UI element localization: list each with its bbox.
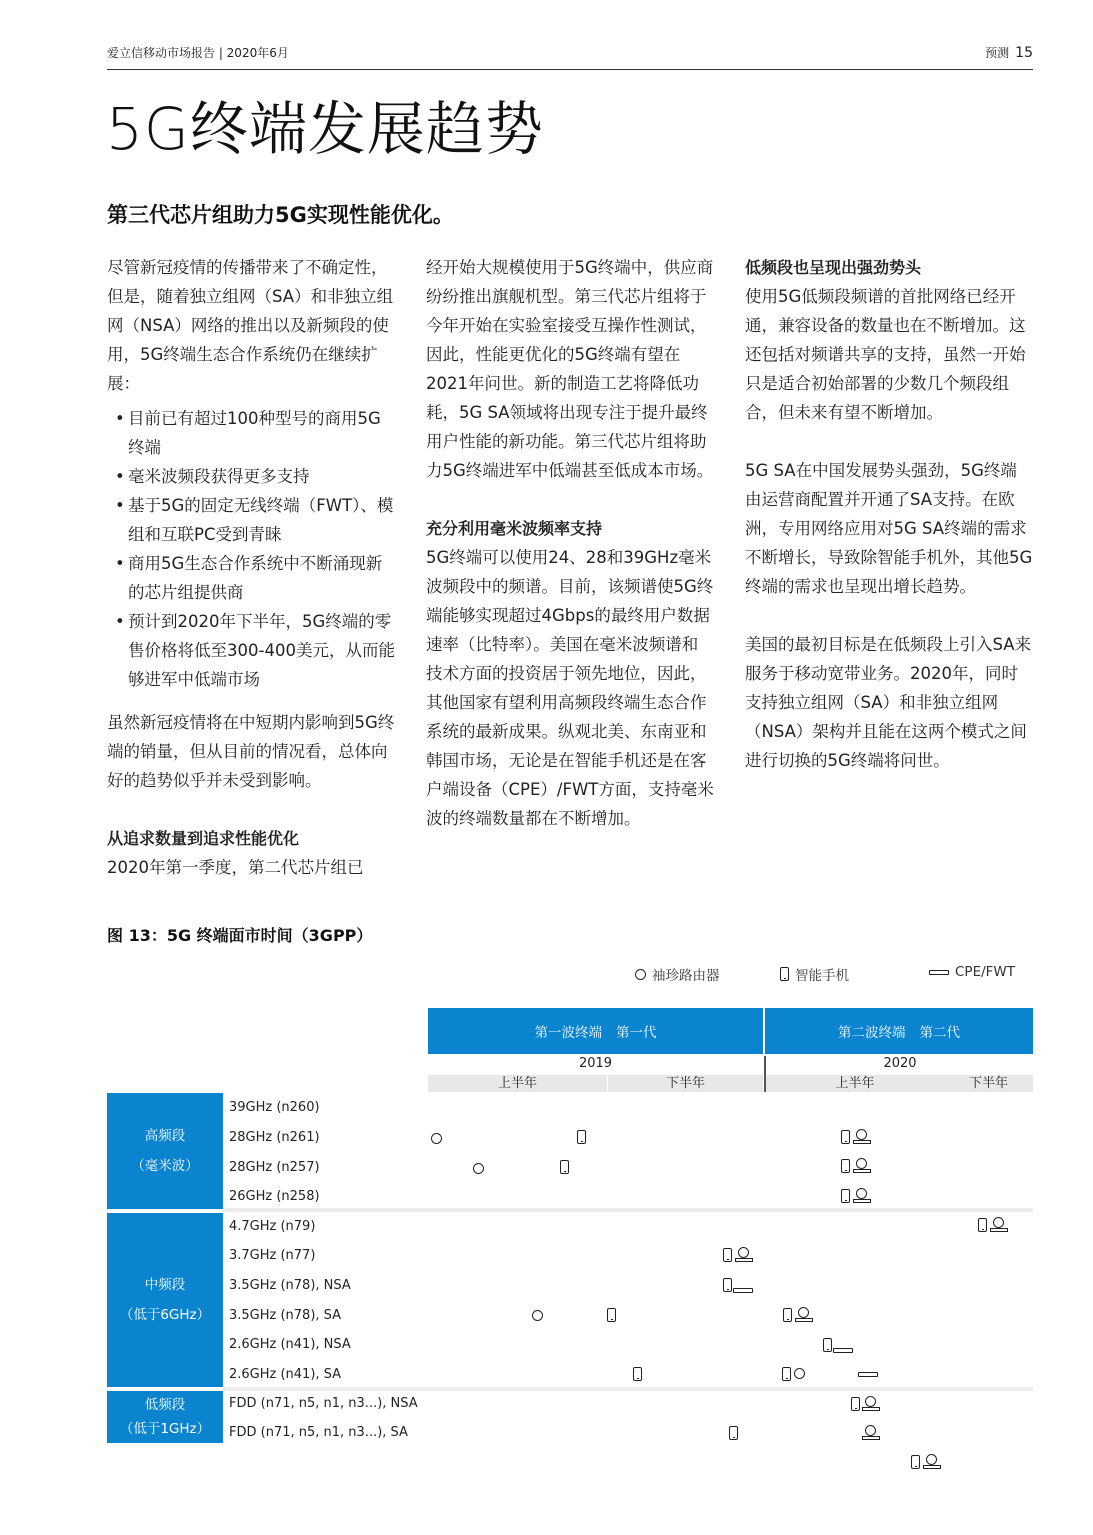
row-label: 28GHz (n261): [229, 1130, 320, 1145]
bullet-item: • 目前已有超过100种型号的商用5G终端: [107, 404, 395, 462]
generation-label: 第一代: [616, 1025, 657, 1041]
router-with-base-icon: [735, 1247, 753, 1262]
router-with-base-icon: [862, 1425, 880, 1440]
smartphone-icon: [577, 1130, 586, 1144]
half-year: 下半年: [944, 1075, 1033, 1092]
smartphone-icon: [783, 1308, 792, 1322]
pocket-router-icon: [532, 1310, 543, 1321]
band-high: [107, 1093, 223, 1209]
generation-label: 第二代: [919, 1025, 960, 1041]
wave-label: 第一波终端: [534, 1025, 602, 1041]
smartphone-icon: [729, 1426, 738, 1440]
router-with-base-icon: [853, 1188, 871, 1203]
legend-phone: [780, 964, 849, 984]
cpe-icon: [858, 1372, 878, 1377]
section-heading: 充分利用毫米波频率支持: [426, 519, 603, 538]
band-name: 中频段: [144, 1277, 186, 1293]
smartphone-icon: [633, 1367, 642, 1381]
router-with-base-icon: [853, 1129, 871, 1144]
smartphone-icon: [978, 1218, 987, 1232]
smartphone-icon: [723, 1248, 732, 1262]
header-rule: [107, 69, 1033, 70]
smartphone-icon: [851, 1397, 860, 1411]
paragraph: 5G SA在中国发展势头强劲，5G终端由运营商配置并开通了SA支持。在欧洲，专用网络应用对5G SA终端的需求不断增长，导致除智能手机外，其他5G终端的需求也呈现出增长趋势。: [745, 461, 1033, 596]
half-year: 上半年: [765, 1075, 944, 1092]
legend-router: [635, 964, 720, 984]
row-label: 3.7GHz (n77): [229, 1248, 316, 1263]
legend-label: CPE/FWT: [955, 964, 1016, 980]
band-name: 高频段: [144, 1128, 186, 1144]
text-column-1: [107, 253, 395, 882]
cpe-icon: [929, 970, 949, 975]
bullet-list: [107, 404, 395, 694]
band-separator: [223, 1387, 1033, 1391]
section-heading: 从追求数量到追求性能优化: [107, 829, 300, 848]
band-name: 低频段: [144, 1397, 186, 1413]
wave-header-2: [765, 1008, 1033, 1054]
intro-paragraph: 尽管新冠疫情的传播带来了不确定性，但是，随着独立组网（SA）和非独立组网（NSA）网络的推出以及新频段的使用，5G终端生态合作系统仍在继续扩展：: [107, 258, 394, 393]
section-heading: 低频段也呈现出强劲势头: [745, 258, 922, 277]
row-label: 26GHz (n258): [229, 1189, 320, 1204]
legend-cpe: [929, 964, 1015, 980]
smartphone-icon: [780, 967, 789, 981]
paragraph: 2020年第一季度，第二代芯片组已: [107, 858, 364, 877]
paragraph: 经开始大规模使用于5G终端中，供应商纷纷推出旗舰机型。第三代芯片组将于今年开始在实验室接受互操作性测试，因此，性能更优化的5G终端有望在2021年问世。新的制造工艺将降低功耗，5G SA领域将出现专注于提升最终用户性能的新功能。第三代芯片组将助力5G终端进军中低端甚至低成本市场。: [426, 258, 714, 480]
report-header: 爱立信移动市场报告 | 2020年6月: [107, 46, 289, 60]
half-year: 上半年: [428, 1075, 607, 1092]
row-label: 3.5GHz (n78), SA: [229, 1308, 342, 1323]
legend-label: 袖珍路由器: [652, 968, 720, 984]
text-column-3: [745, 253, 1033, 775]
pocket-router-icon: [431, 1133, 442, 1144]
row-label: FDD (n71, n5, n1, n3...), SA: [229, 1425, 408, 1440]
row-label: 28GHz (n257): [229, 1160, 320, 1175]
band-mid: [107, 1213, 223, 1387]
cpe-icon: [833, 1348, 853, 1353]
row-label: 4.7GHz (n79): [229, 1219, 316, 1234]
bullet-item: • 商用5G生态合作系统中不断涌现新的芯片组提供商: [107, 549, 395, 607]
legend-label: 智能手机: [795, 968, 849, 984]
pocket-router-icon: [635, 969, 646, 980]
year-2019: 2019: [578, 1056, 613, 1071]
year-divider: [764, 1056, 765, 1092]
bullet-item: • 毫米波频段获得更多支持: [107, 462, 395, 491]
section-label: 预测: [985, 46, 1010, 60]
row-label: 2.6GHz (n41), NSA: [229, 1337, 351, 1352]
smartphone-icon: [607, 1308, 616, 1322]
router-with-base-icon: [862, 1396, 880, 1411]
page-number: 15: [1015, 45, 1033, 61]
pocket-router-icon: [473, 1163, 484, 1174]
smartphone-cpe-marker: [823, 1338, 857, 1354]
bullet-item: • 预计到2020年下半年，5G终端的零售价格将低至300-400美元，从而能够进军中低端市场: [107, 607, 395, 694]
year-2020: 2020: [765, 1056, 1034, 1075]
smartphone-icon: [911, 1455, 920, 1469]
wave-header-1: [428, 1008, 763, 1054]
band-sub: （低于1GHz）: [119, 1421, 211, 1437]
smartphone-icon: [841, 1159, 850, 1173]
paragraph: 美国的最初目标是在低频段上引入SA来服务于移动宽带业务。2020年，同时支持独立组网（SA）和非独立组网（NSA）架构并且能在这两个模式之间进行切换的5G终端将问世。: [745, 635, 1032, 770]
router-with-base-icon: [923, 1454, 941, 1469]
row-label: 3.5GHz (n78), NSA: [229, 1278, 351, 1293]
page-subtitle: 第三代芯片组助力5G实现性能优化。: [107, 203, 454, 227]
paragraph: 使用5G低频段频谱的首批网络已经开通，兼容设备的数量也在不断增加。这还包括对频谱共享的支持，虽然一开始只是适合初始部署的少数几个频段组合，但未来有望不断增加。: [745, 287, 1026, 422]
figure-title: 图 13：5G 终端面市时间（3GPP）: [107, 926, 373, 945]
router-with-base-icon: [795, 1307, 813, 1322]
router-with-base-icon: [990, 1217, 1008, 1232]
band-separator: [223, 1208, 1033, 1212]
smartphone-icon: [841, 1189, 850, 1203]
smartphone-cpe-marker: [723, 1278, 757, 1294]
paragraph: 5G终端可以使用24、28和39GHz毫米波频段中的频谱。目前，该频谱使5G终端能够实现超过4Gbps的最终用户数据速率（比特率）。美国在毫米波频谱和技术方面的投资居于领先地位，因此，其他国家有望利用高频段终端生态合作系统的最新成果。纵观北美、东南亚和韩国市场，无论是在智能手机还是在客户端设备（CPE）/FWT方面，支持毫米波的终端数量都在不断增加。: [426, 548, 714, 828]
router-with-base-icon: [853, 1158, 871, 1173]
smartphone-icon: [782, 1367, 791, 1381]
smartphone-icon: [560, 1160, 569, 1174]
bullet-item: • 基于5G的固定无线终端（FWT）、模组和互联PC受到青睐: [107, 491, 395, 549]
wave-label: 第二波终端: [838, 1025, 906, 1041]
pocket-router-icon: [794, 1368, 805, 1379]
band-low: [107, 1391, 223, 1443]
smartphone-icon: [841, 1130, 850, 1144]
smartphone-icon: [823, 1338, 832, 1352]
paragraph: 虽然新冠疫情将在中短期内影响到5G终端的销量，但从目前的情况看，总体向好的趋势似乎并未受到影响。: [107, 713, 395, 790]
cpe-icon: [733, 1288, 753, 1293]
section-header: [985, 44, 1033, 61]
page-title: 5G终端发展趋势: [106, 95, 544, 163]
row-label: FDD (n71, n5, n1, n3...), NSA: [229, 1396, 418, 1411]
text-column-2: [426, 253, 714, 833]
band-sub: （低于6GHz）: [119, 1307, 211, 1323]
row-label: 39GHz (n260): [229, 1100, 320, 1115]
smartphone-icon: [723, 1278, 732, 1292]
band-sub: （毫米波）: [131, 1158, 199, 1174]
half-year: 下半年: [608, 1075, 763, 1092]
row-label: 2.6GHz (n41), SA: [229, 1367, 342, 1382]
